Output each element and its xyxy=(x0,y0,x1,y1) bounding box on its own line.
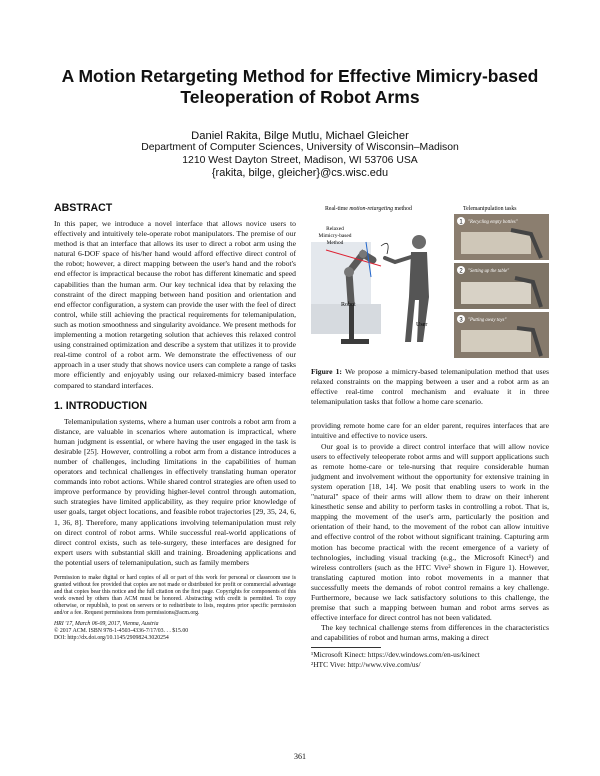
task-photo-2-table xyxy=(461,282,531,304)
intro-paragraph-1-continued: providing remote home care for an elder parent, requires interfaces that are intuitive and effective to novice users. xyxy=(311,421,549,441)
caption-label: Figure 1: xyxy=(311,367,342,376)
task-number-2: 2 xyxy=(459,268,463,275)
permission-block xyxy=(54,575,296,642)
left-column xyxy=(54,202,296,642)
figure-1 xyxy=(311,202,549,362)
footnote-divider xyxy=(311,647,381,648)
right-column xyxy=(311,202,549,669)
robot-joint-icon xyxy=(359,250,367,258)
paper-title xyxy=(0,66,600,108)
task-photo-3-table xyxy=(461,330,531,352)
intro-paragraph-2: Our goal is to provide a direct control interface that will allow novice users to effectively teleoperate robot arms and will support applications such as remote home-care or tele-nursing that require considerable human judgment and involvement without the opportunity for extensive training in system operation [18, 14]. We posit that enabling users to work in the "natural" space of their arms will allow them to draw on their inherent kinesthetic sense and ability to perform tasks in controlling a robot. That is, mapping the movement of the user's arm, particularly the position and orientation of their hand, to the movement of the robot can allow intuitive and effective control of the robot without significant training. Capturing arm motion has become practical with the recent emergence of a variety of technologies, including visual tracking (e.g., the Microsoft Kinect¹) and wireless controllers (such as the HTC Vive² shown in Figure 1). However, translating captured motion into robot movements in a manner that successfully meets the demands of robot control remains a key challenge. Furthermore, because we lack satisfactory solutions to this challenge, the premise that such a mapping between human and robot arms serves as effective interface for direct control has not been validated. xyxy=(311,441,549,623)
permission-text: Permission to make digital or hard copies of all or part of this work for personal or classroom use is granted without fee provided that copies are not made or distributed for profit or commercial advantage and that copies bear this notice and the full citation on the first page. Copyrights for components of this work owned by others than ACM must be honored. Abstracting with credit is permitted. To copy otherwise, or republish, to post on servers or to redistribute to lists, requires prior specific permission and/or a fee. Request permissions from permissions@acm.org. xyxy=(54,575,296,617)
title-line-2: Teleoperation of Robot Arms xyxy=(180,87,420,107)
author-names: Daniel Rakita, Bilge Mutlu, Michael Gleicher xyxy=(191,130,409,142)
task-label-3: "Putting away toys" xyxy=(468,318,507,323)
relaxed-label-2: Mimicry-based xyxy=(318,233,352,239)
abstract-text: In this paper, we introduce a novel interface that allows novice users to effectively and intuitively tele-operate robot manipulators. The premise of our method is that an interface that allows its user to direct a robot arm using the natural 6-DOF space of his/her hand would afford effective direct control of the robot; however, a direct mapping between the user's hand and the robot's end effector is impractical because the robot has different kinematic and speed capabilities than the human arm. Our key technical idea that by relaxing the constraint of the direct mapping between hand position and orientation and end effector configuration, a system can provide the user with the feel of direct control, while still achieving the practical requirements for telemanipulation, such as motion smoothness and singularity avoidance. We present methods for implementing a motion retargeting solution that achieves this relaxed control using constrained optimization and describe a system that utilizes it to provide real-time control of a robot arm. We demonstrate the effectiveness of our approach in a user study that shows novice users can complete a range of tasks more efficiently and enjoyably using our relaxed-mimicry based interface compared to standard interfaces. xyxy=(54,219,296,390)
task-number-1: 1 xyxy=(459,219,463,226)
caption-text: We propose a mimicry-based telemanipulation method that uses relaxed constraints on the mapping between a user and a robot arm as an effective real-time control mechanism and evaluate it in three telemanipulation tasks that follow a home care scenario. xyxy=(311,367,549,407)
copyright-line: © 2017 ACM. ISBN 978-1-4503-4336-7/17/03. . . $15.00 xyxy=(54,627,189,634)
intro-paragraph-1: Telemanipulation systems, where a human user controls a robot arm from a distance, are valuable in scenarios where automation is impractical, where human judgment is essential, or where having the user engaged in the task is desirable [25]. However, controlling a robot arm from a distance introduces a number of challenges, including limitations in the capabilities of human operators and technical challenges in effectively translating human operator commands into robot actions. While shared control strategies are often used to improve performance by providing higher-level control through automation, such strategies have limited applicability, as they require prior knowledge of user goals, target object locations, and feasible robot trajectories [29, 35, 24, 6, 1, 36, 8]. Therefore, many applications involving telemanipulation must rely on direct control of robot arms. While successful real-world applications of direct control exists, such as tele-surgery, these interfaces are designed for expert users with substantial skill and training. Broadening applications and the potential users of telemanipulation, such as family members xyxy=(54,416,296,567)
abstract-heading: ABSTRACT xyxy=(54,202,113,214)
task-number-3: 3 xyxy=(459,317,463,324)
figure-right-header: Telemanipulation tasks xyxy=(463,206,517,212)
footnote-1: ¹Microsoft Kinect: https://dev.windows.com/en-us/kinect xyxy=(311,650,480,660)
robot-stand-icon xyxy=(349,302,354,342)
author-emails: {rakita, bilge, gleicher}@cs.wisc.edu xyxy=(211,166,389,179)
footnotes xyxy=(311,650,549,669)
intro-heading: 1. INTRODUCTION xyxy=(54,399,147,412)
relaxed-label-3: Method xyxy=(326,240,344,246)
affiliation: Department of Computer Sciences, University of Wisconsin–Madison xyxy=(141,142,459,154)
robot-base-icon xyxy=(341,339,369,344)
task-label-2: "Setting up the table" xyxy=(468,269,510,274)
task-label-1: "Recycling empty bottles" xyxy=(468,220,518,225)
intro-paragraph-3: The key technical challenge stems from differences in the characteristics and capabilities of robot and human arms, making a direct xyxy=(311,623,549,643)
task-photo-1-table xyxy=(461,232,531,254)
user-label: User xyxy=(416,322,428,328)
venue-line: HRI '17, March 06-09, 2017, Vienna, Austria xyxy=(54,620,159,627)
author-block xyxy=(0,130,600,179)
page-number: 361 xyxy=(294,752,306,761)
footnote-2: ²HTC Vive: http://www.vive.com/us/ xyxy=(311,659,421,669)
relaxed-label-1: Relaxed xyxy=(326,226,344,232)
address: 1210 West Dayton Street, Madison, WI 53706 USA xyxy=(182,154,418,166)
figure-1-image xyxy=(311,202,549,362)
robot-label: Robot xyxy=(341,302,356,308)
scene-table xyxy=(311,304,381,334)
figure-1-caption xyxy=(311,367,549,407)
user-head-icon xyxy=(412,235,426,249)
robot-joint-icon xyxy=(344,267,354,277)
doi-line: DOI: http://dx.doi.org/10.1145/2909824.3020254 xyxy=(54,634,169,641)
figure-left-header: Real-time motion-retargeting method xyxy=(325,206,412,212)
title-line-1: A Motion Retargeting Method for Effective Mimicry-based xyxy=(61,66,539,86)
